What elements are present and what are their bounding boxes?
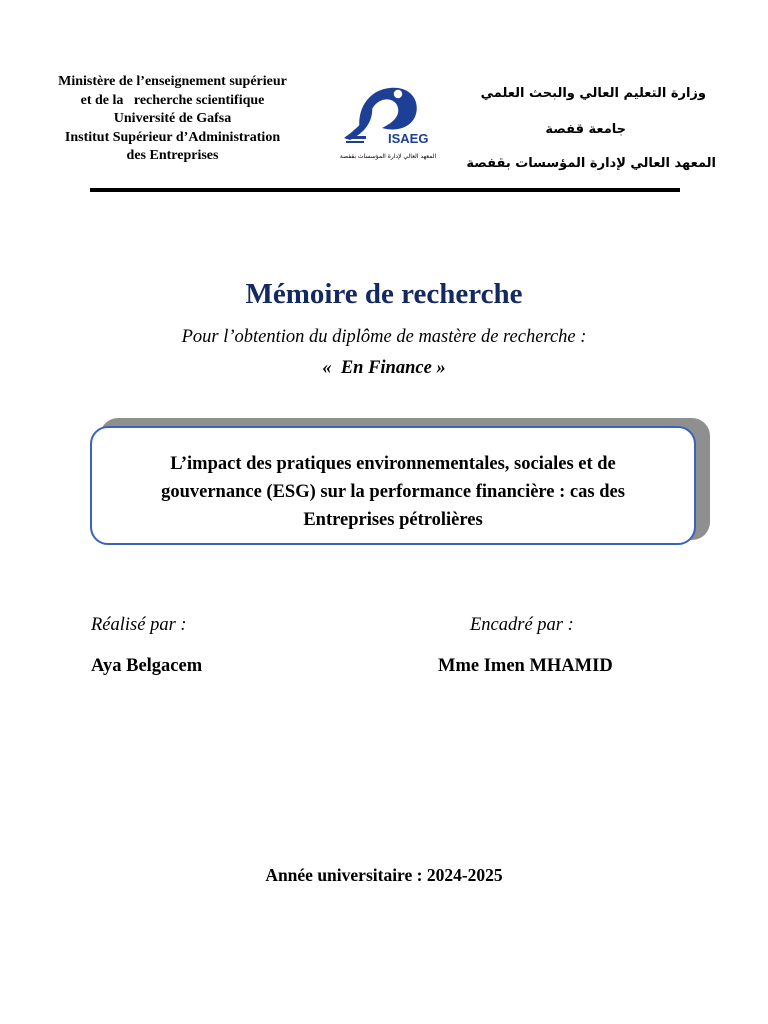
subtitle: Pour l’obtention du diplôme de mastère de recherche : [181, 327, 587, 347]
header-fr-line-4: Institut Supérieur d’Administration [64, 129, 281, 145]
academic-year: Année universitaire : 2024-2025 [265, 865, 503, 885]
encadre-label: Encadré par : [470, 615, 574, 635]
topic-title [122, 450, 664, 534]
specialty: « En Finance » [322, 358, 446, 378]
header-ar-line-2: جامعة قفصة [545, 122, 626, 137]
header-fr-line-2: et de la recherche scientifique [80, 92, 265, 108]
logo-subtext: المعهد العالي لإدارة المؤسسات بقفصة [339, 153, 437, 160]
ministry-header-fr [30, 73, 315, 166]
logo-text: ISAEG [388, 131, 429, 146]
page-title: Mémoire de recherche [245, 278, 523, 310]
header-fr-line-1: Ministère de l’enseignement supérieur [58, 74, 287, 89]
author-name: Aya Belgacem [91, 656, 203, 676]
header-ar-line-3: المعهد العالي لإدارة المؤسسات بقفصة [466, 156, 716, 171]
realise-label: Réalisé par : [91, 615, 187, 635]
supervisor-name: Mme Imen MHAMID [438, 656, 613, 676]
header-ar-line-1: وزارة التعليم العالي والبحث العلمي [480, 86, 706, 101]
topic-box [90, 426, 696, 545]
header-fr-line-5: des Entreprises [126, 148, 219, 163]
isaeg-logo [338, 80, 438, 164]
topic-line-3: Entreprises pétrolières [303, 510, 483, 530]
header-divider [90, 188, 680, 192]
header-fr-line-3: Université de Gafsa [113, 111, 232, 126]
topic-line-2: gouvernance (ESG) sur la performance financière : cas des [161, 482, 625, 502]
topic-line-1: L’impact des pratiques environnementales, sociales et de [170, 454, 616, 474]
